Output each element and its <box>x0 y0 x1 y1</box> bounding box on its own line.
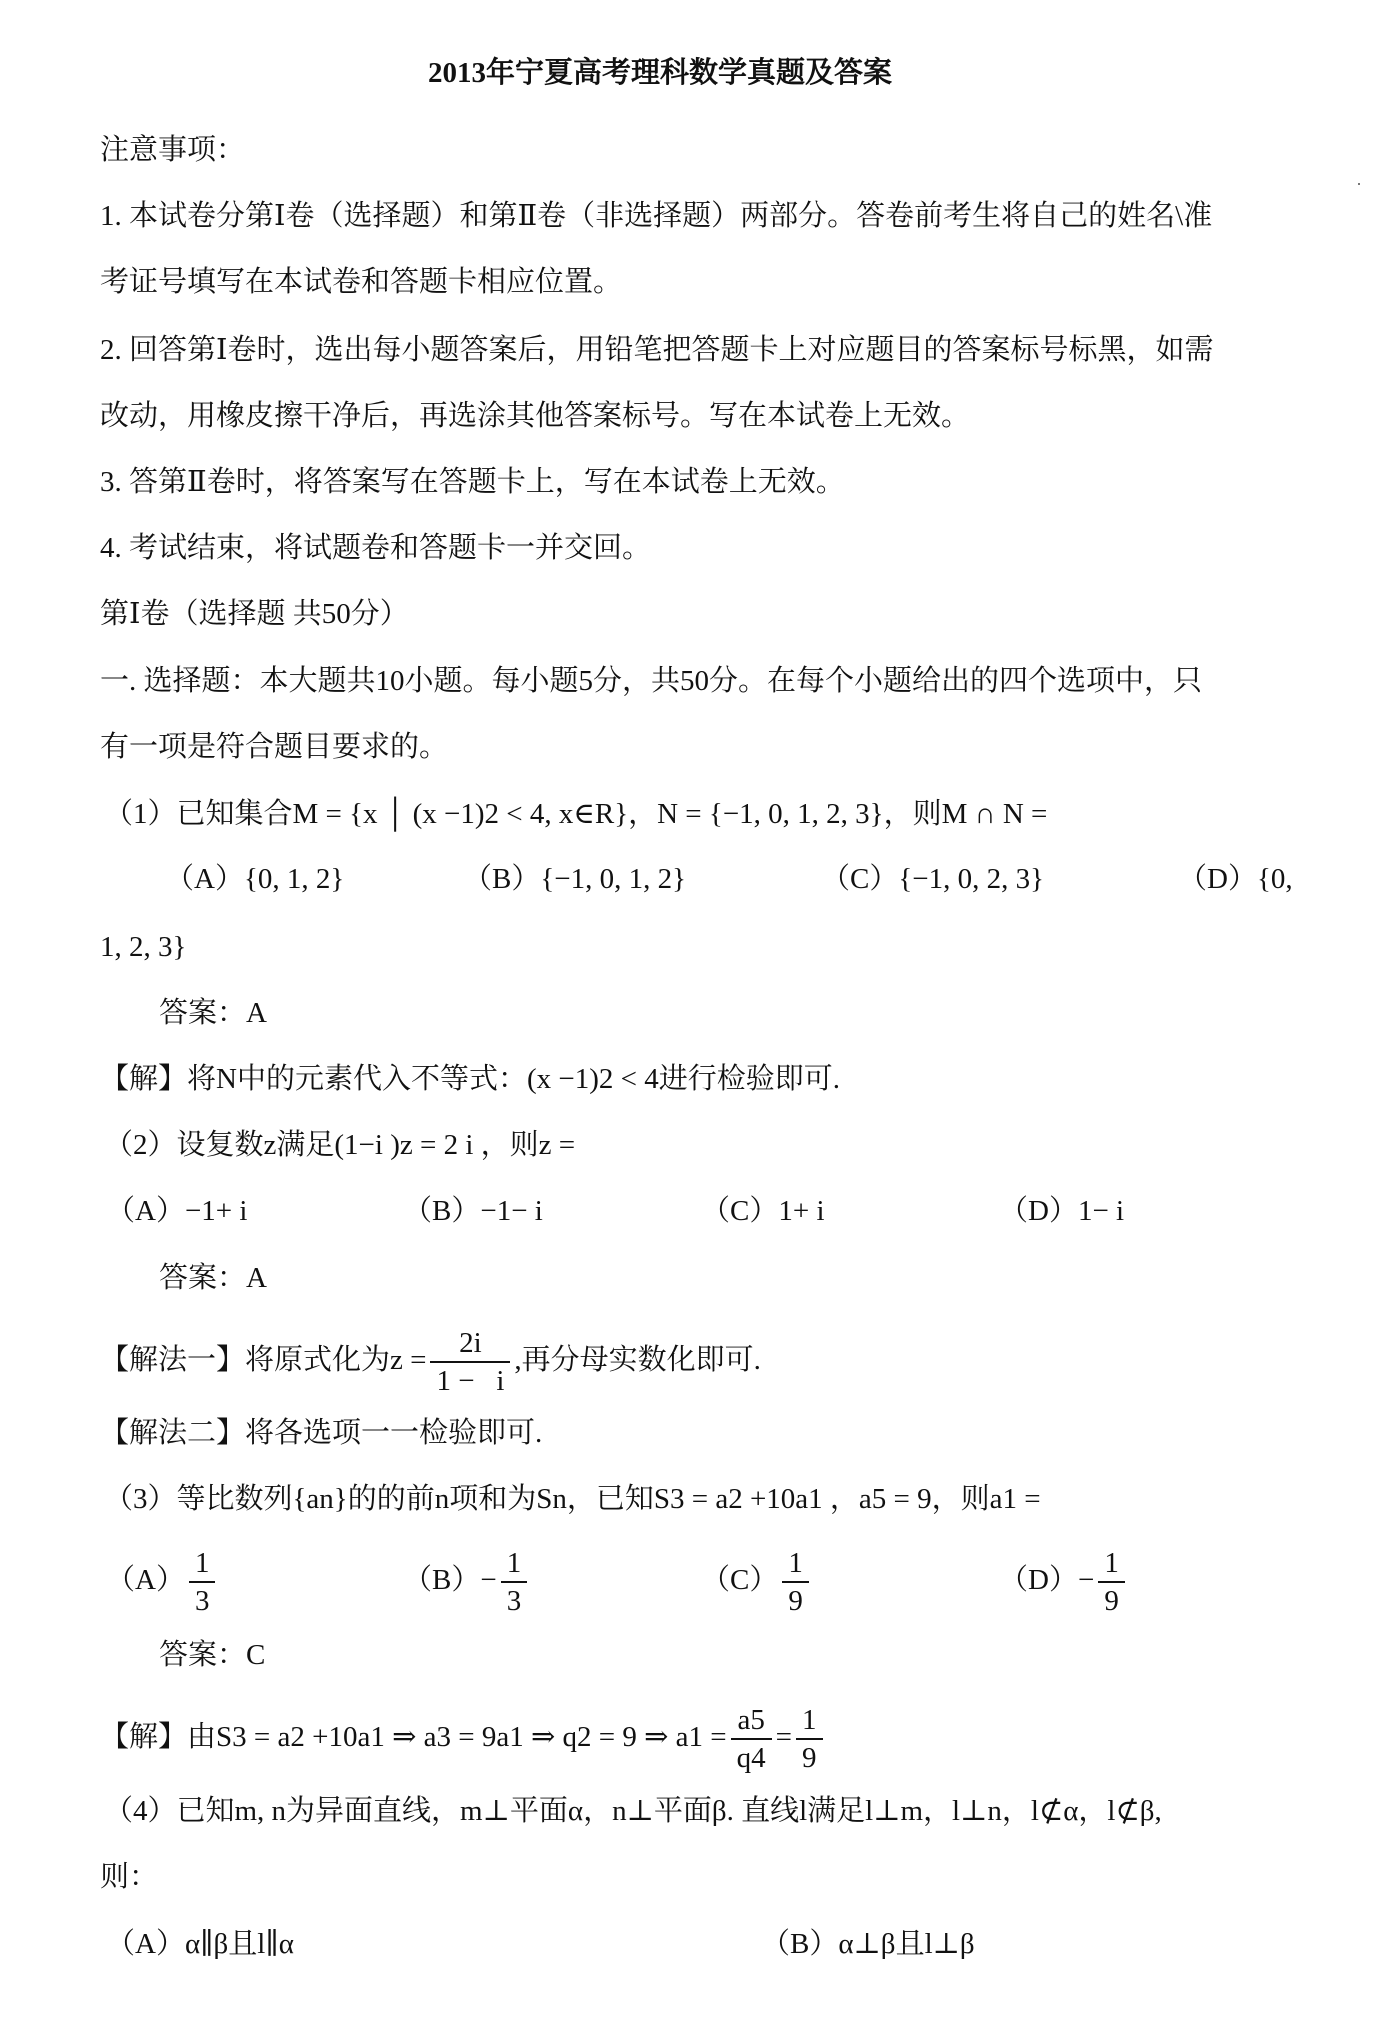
q3-stem: （3）等比数列{an}的的前n项和为Sn，已知S3 = a2 +10a1 ，a5 = 9，则a1 = <box>104 1483 1041 1515</box>
q3-answer: 答案：C <box>159 1639 266 1671</box>
option-fraction <box>782 1545 809 1619</box>
option-sign: − <box>1077 1564 1095 1596</box>
q2-stem: （2）设复数z满足(1−i )z = 2 i ，则z = <box>104 1129 576 1161</box>
option-fraction <box>1098 1545 1125 1619</box>
fraction-numerator: 1 <box>802 1704 817 1737</box>
notice-heading: 注意事项： <box>100 134 246 166</box>
q3-option-c <box>701 1544 813 1619</box>
notice-line: 2. 回答第Ⅰ卷时，选出每小题答案后，用铅笔把答题卡上对应题目的答案标号标黑，如需 <box>100 334 1214 366</box>
fraction-numerator: 1 <box>1104 1547 1119 1580</box>
q1-option-b: （B）{−1, 0, 1, 2} <box>463 863 687 895</box>
fraction-denominator: q4 <box>731 1738 772 1776</box>
q1-option-d: （D）{0, <box>1178 863 1293 895</box>
option-fraction <box>189 1545 216 1619</box>
fraction-denominator: 1 − i <box>430 1361 510 1399</box>
q3-solution <box>100 1698 827 1776</box>
q2-answer: 答案：A <box>159 1262 267 1294</box>
option-label: （A） <box>106 1564 185 1596</box>
option-label: （B） <box>403 1564 481 1596</box>
q3-sol-fraction-a5-q4 <box>731 1702 772 1776</box>
fraction-denominator: 9 <box>782 1581 809 1619</box>
notice-line: 1. 本试卷分第Ⅰ卷（选择题）和第Ⅱ卷（非选择题）两部分。答卷前考生将自己的姓名\准 <box>100 200 1213 232</box>
fraction-numerator: 1 <box>194 1547 210 1580</box>
q2-solution-1 <box>100 1322 761 1399</box>
q1-option-c: （C）{−1, 0, 2, 3} <box>821 863 1045 895</box>
q2-option-d: （D）1− i <box>999 1195 1125 1227</box>
q1-solution: 【解】将N中的元素代入不等式：(x −1)2 < 4进行检验即可. <box>100 1063 840 1095</box>
q2-option-c: （C）1+ i <box>701 1195 825 1227</box>
option-sign: − <box>480 1564 497 1596</box>
q3-option-b <box>403 1544 531 1619</box>
q2-option-b: （B）−1− i <box>403 1195 543 1227</box>
q3-sol-prefix: 【解】由S3 = a2 +10a1 ⇒ a3 = 9a1 ⇒ q2 = 9 ⇒ a1 = <box>100 1721 727 1753</box>
q2-sol1-prefix: 【解法一】将原式化为z = <box>100 1344 427 1376</box>
option-fraction <box>501 1545 528 1619</box>
option-label: （D） <box>999 1564 1078 1596</box>
q4-stem: （4）已知m, n为异面直线，m⊥平面α，n⊥平面β. 直线l满足l⊥m，l⊥n，l⊄α，l⊄β, <box>104 1795 1162 1827</box>
notice-line: 3. 答第Ⅱ卷时，将答案写在答题卡上，写在本试卷上无效。 <box>100 466 845 498</box>
q2-option-a: （A）−1+ i <box>106 1195 248 1227</box>
fraction-denominator: 3 <box>501 1581 528 1619</box>
q3-option-a <box>106 1544 219 1619</box>
q4-option-a: （A）α∥β且l∥α <box>106 1928 294 1960</box>
q1-stem: （1）已知集合M = {x │ (x −1)2 < 4, x∈R}，N = {−1, 0, 1, 2, 3}，则M ∩ N = <box>104 798 1048 830</box>
q1-option-a: （A）{0, 1, 2} <box>165 863 345 895</box>
fraction-numerator: 1 <box>506 1547 522 1580</box>
fraction-numerator: 2i <box>459 1327 482 1360</box>
q1-option-d-continued: 1, 2, 3} <box>100 931 187 963</box>
q3-option-d <box>999 1544 1129 1619</box>
fraction-denominator: 9 <box>796 1738 823 1776</box>
section-instructions: 一. 选择题：本大题共10小题。每小题5分，共50分。在每个小题给出的四个选项中，只 <box>100 665 1203 697</box>
notice-line: 考证号填写在本试卷和答题卡相应位置。 <box>100 266 623 298</box>
stray-mark <box>1358 183 1360 185</box>
notice-line: 改动，用橡皮擦干净后，再选涂其他答案标号。写在本试卷上无效。 <box>100 400 971 432</box>
part1-heading: 第Ⅰ卷（选择题 共50分） <box>100 598 409 630</box>
option-label: （C） <box>701 1564 779 1596</box>
fraction-numerator: 1 <box>788 1547 803 1580</box>
q1-answer: 答案：A <box>159 997 267 1029</box>
notice-line: 4. 考试结束，将试题卷和答题卡一并交回。 <box>100 532 652 564</box>
fraction-denominator: 9 <box>1098 1581 1125 1619</box>
q2-sol1-suffix: ,再分母实数化即可. <box>514 1344 761 1376</box>
q2-solution-2: 【解法二】将各选项一一检验即可. <box>100 1417 543 1449</box>
equals-sign: = <box>775 1721 793 1753</box>
q4-option-b: （B）α⊥β且l⊥β <box>761 1928 975 1960</box>
q4-stem-continued: 则： <box>100 1861 159 1893</box>
q2-sol1-fraction <box>430 1325 510 1399</box>
document-title: 2013年宁夏高考理科数学真题及答案 <box>427 57 892 89</box>
fraction-denominator: 3 <box>189 1581 216 1619</box>
q3-sol-fraction-result <box>796 1702 823 1776</box>
section-instructions: 有一项是符合题目要求的。 <box>100 731 449 763</box>
fraction-numerator: a5 <box>737 1704 765 1737</box>
